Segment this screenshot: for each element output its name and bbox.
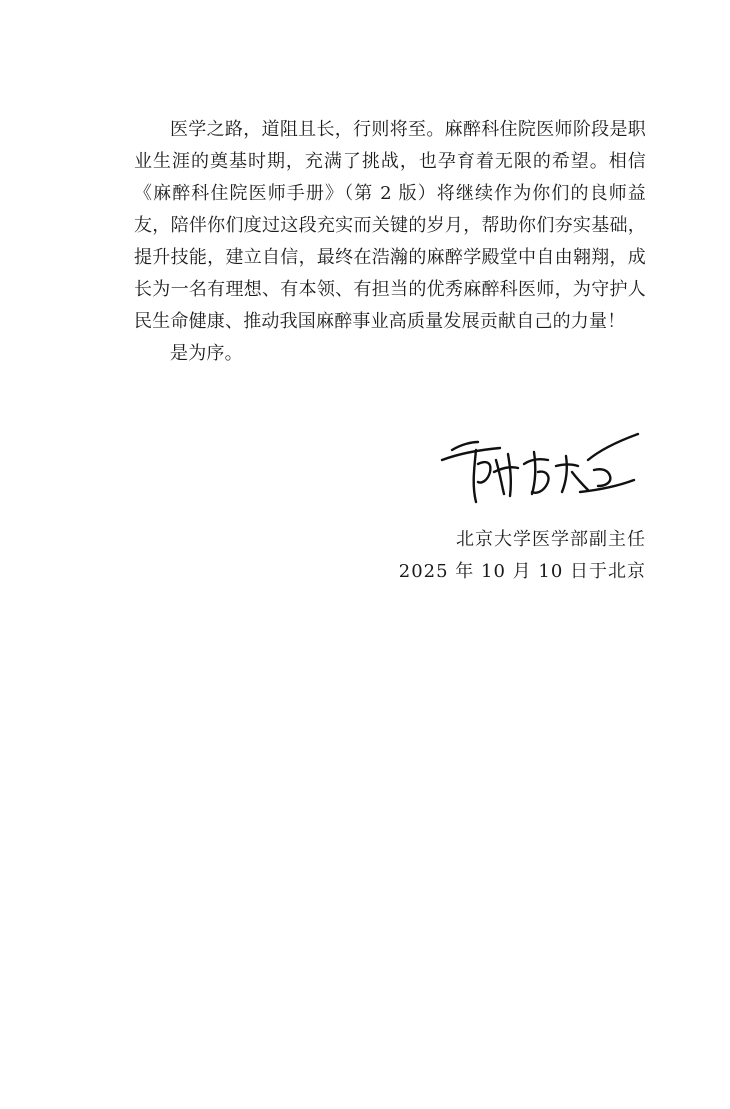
preface-paragraph-1: 医学之路，道阻且长，行则将至。麻醉科住院医师阶段是职业生涯的奠基时期，充满了挑战，也孕育着无限的希望。相信《麻醉科住院医师手册》（第 2 版）将继续作为你们的良师益友，陪伴你们度过这段充实而关键的岁月，帮助你们夯实基础，提升技能，建立自信，最终在浩瀚的麻醉学殿堂中自由翱翔，成长为一名有理想、有本领、有担当的优秀麻醉科医师，为守护人民生命健康、推动我国麻醉事业高质量发展贡献自己的力量！ — [134, 119, 646, 332]
handwritten-signature — [438, 420, 648, 510]
signature-title: 北京大学医学部副主任 — [456, 529, 646, 550]
signature-date: 2025 年 10 月 10 日于北京 — [398, 561, 646, 582]
preface-body — [134, 114, 646, 370]
preface-paragraph-2: 是为序。 — [170, 343, 243, 364]
signature-block — [399, 524, 646, 588]
